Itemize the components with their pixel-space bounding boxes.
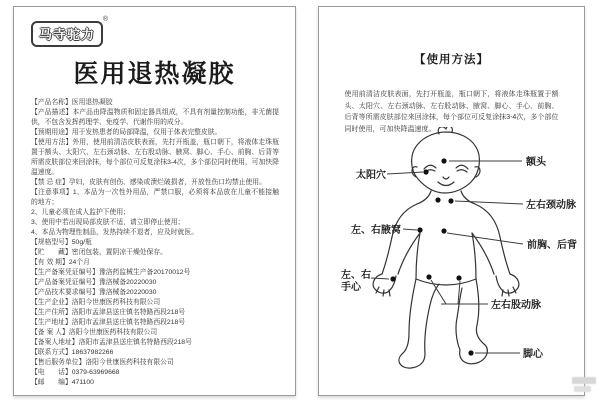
watermark-line (574, 386, 591, 392)
leaflet-line: 【使用方法】外用，使用前清洁皮肤表面，先打开瓶盖，瓶口朝下，将液体走珠瓶置于额头、太阳穴、左右颈动脉、左右股动脉、腋窝、脚心、手心、前胸、后背等所需皮肤部位来回涂抹，每个部位可反复涂抹3-4次，多个部位同时使用，可加快降温速度。 (31, 139, 279, 176)
leaflet-line: 【电 话】0379-63969668 (31, 369, 120, 376)
leaflet-page-right (318, 6, 585, 396)
dot-carotid-right (448, 198, 453, 203)
label-palm-2: 手心 (341, 282, 361, 293)
leaflet-line: 【有 效 期】24个月 (31, 259, 90, 266)
leaflet-line: 【产品描述】本产品由降温物质和固定器具组成，不具有剂量控制功能，非无菌提供，不包含发挥药理学、免疫学、代谢作用的成分。 (31, 109, 279, 126)
leaflet-line: 【禁 忌 症】孕妇，皮肤有创伤、感染或溃烂破损者，开放性伤口均禁止使用。 (31, 179, 266, 186)
leaflet-line: 3、使用中若出现局部皮肤不适，请立即停止使用； (31, 219, 185, 226)
leaflet-line: 【邮 编】471100 (31, 379, 94, 386)
brand-logo (31, 16, 110, 47)
leaflet-entries (31, 98, 279, 388)
leaflet-line: 【生产企业】洛阳今世康医药科技有限公司 (31, 299, 161, 306)
leaflet-line: 【生产地址】洛阳市孟津县送庄镇名特路西段218号 (31, 319, 186, 326)
label-armpit: 左、右腋窝 (351, 225, 401, 236)
dot-carotid-left (435, 197, 440, 202)
leaflet-line: 【联系方式】18637982266 (31, 349, 114, 356)
leaflet-line: 【生产备案凭证编号】豫洛药监械生产备20170012号 (31, 269, 191, 276)
leaflet-line: 【产品名称】医用退热凝胶 (31, 99, 113, 106)
dot-femoral-right (456, 275, 461, 280)
dot-temple (423, 169, 428, 174)
dot-femoral-left (426, 274, 431, 279)
label-carotid: 左右颈动脉 (526, 200, 576, 211)
label-temple: 太阳穴 (356, 170, 386, 181)
label-chest-back: 前胸、后背 (527, 240, 577, 251)
leaflet-line: 2、儿童必须在成人监护下使用； (31, 209, 130, 216)
brand-logo-text: 马寺驼力 (39, 27, 96, 42)
leaflet-line: 【生产住所】洛阳市孟津县送庄镇名特路西段218号 (31, 309, 186, 316)
leaflet-line: 【备案人地址】洛阳市孟津县送庄镇名特路西段218号 (31, 339, 192, 346)
label-femoral: 左右股动脉 (491, 300, 541, 311)
dot-armpit (417, 227, 422, 232)
label-palm-1: 左、右 (341, 270, 371, 281)
usage-section-heading: 【使用方法】 (414, 54, 489, 66)
leaflet-line: 【规格型号】50g/瓶 (31, 239, 92, 246)
dot-sole (468, 350, 473, 355)
watermark-line (572, 377, 596, 384)
page-title: 医用退热凝胶 (73, 60, 236, 88)
leaflet-line: 【产品备案凭证编号】豫洛械备20220030 (31, 279, 157, 286)
leaflet-line: 【预期用途】用于发热患者的局部降温，仅用于体表完整皮肤。 (31, 129, 222, 136)
dot-forehead (441, 158, 446, 163)
leaflet-line: 【备 案 人】洛阳今世康医药科技有限公司 (31, 329, 158, 336)
leaflet-line: 【产品技术要求编号】豫洛械备20220030 (31, 289, 157, 296)
leaflet-page-left (13, 6, 296, 396)
dot-chest (441, 228, 446, 233)
leaflet-line: 4、本品为物理性制品，发热持续不退者，应及时就医。 (31, 229, 198, 236)
registered-trademark-icon: ® (102, 16, 110, 23)
dot-palm (390, 276, 395, 281)
usage-intro-text: 使用前清洁皮肤表面，先打开瓶盖，瓶口朝下，将液体走珠瓶置于额头、太阳穴、左右颈动脉、左右股动脉、腋窝、脚心、手心、前胸、后背等所需皮肤部位来回涂抹，每个部位可反复涂抹3-4次，多个部位同时使用，可加快降温速度。 (344, 91, 559, 133)
label-sole: 脚心 (523, 349, 543, 360)
baby-application-points-diagram (319, 127, 586, 395)
label-forehead: 额头 (526, 157, 546, 168)
leaflet-line: 【贮 藏】密闭包装，置阴凉干燥处保存。 (31, 249, 167, 256)
leaflet-line: 【注意事项】1、本品为一次性外用品，严禁口服，必须将本品放在儿童不能接触的地方； (31, 189, 279, 206)
corner-watermark (572, 377, 596, 392)
baby-figure (373, 127, 519, 368)
leaflet-line: 【售后服务单位】洛阳今世康医药科技有限公司 (31, 359, 174, 366)
